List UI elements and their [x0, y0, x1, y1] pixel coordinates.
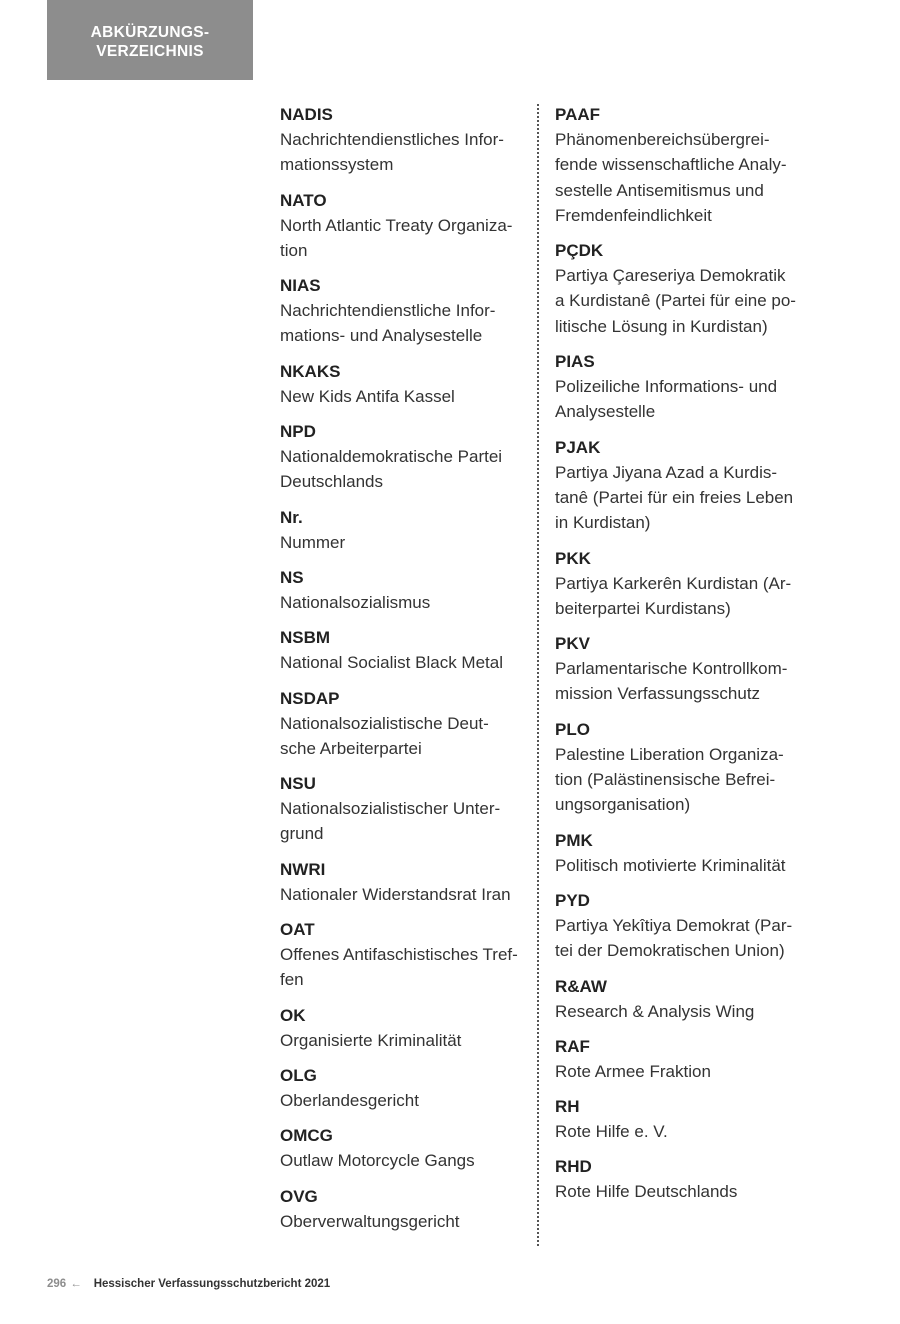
abbreviation-definition: Offenes Antifaschistisches Tref- fen: [280, 945, 518, 990]
abbreviation-term: NWRI: [280, 859, 326, 879]
abbreviation-definition: Nationalsozialistischer Unter- grund: [280, 799, 501, 844]
abbreviation-term: NIAS: [280, 276, 321, 296]
abbreviation-definition: Research & Analysis Wing: [555, 1001, 755, 1021]
abbreviation-entry: [555, 546, 805, 622]
abbreviation-term: NSU: [280, 774, 316, 794]
abbreviation-definition: North Atlantic Treaty Organiza- tion: [280, 215, 513, 260]
abbreviation-entry: [280, 565, 528, 615]
abbreviation-definition: Phänomenbereichsübergrei- fende wissenschaftliche Analy- sestelle Antisemitismus und Fremdenfeindlichkeit: [555, 130, 787, 225]
abbreviation-term: PKV: [555, 634, 590, 654]
abbreviation-definition: Politisch motivierte Kriminalität: [555, 855, 786, 875]
section-header-tab: [47, 0, 253, 80]
abbreviation-term: PLO: [555, 719, 590, 739]
abbreviation-entry: [280, 1123, 528, 1173]
abbreviation-term: NSBM: [280, 628, 331, 648]
abbreviation-term: NATO: [280, 190, 327, 210]
abbreviation-entry: [280, 188, 528, 264]
abbreviation-definition: Partiya Yekîtiya Demokrat (Par- tei der Demokratischen Union): [555, 915, 793, 961]
page-number: 296: [47, 1278, 67, 1290]
section-title-line-2: VERZEICHNIS: [96, 43, 204, 60]
abbreviation-definition: Nationalsozialismus: [280, 592, 431, 612]
abbreviation-definition: Rote Hilfe e. V.: [555, 1122, 668, 1142]
abbreviation-entry: [280, 1003, 528, 1053]
abbreviation-entry: [555, 717, 805, 818]
abbreviation-entry: [555, 102, 805, 228]
abbreviation-term: PAAF: [555, 105, 601, 124]
abbreviation-term: PYD: [555, 890, 590, 910]
abbreviation-term: PJAK: [555, 437, 601, 457]
abbreviation-definition: Oberverwaltungsgericht: [280, 1211, 460, 1231]
abbreviation-definition: Partiya Jiyana Azad a Kurdis- tanê (Partei für ein freies Leben in Kurdistan): [555, 462, 794, 533]
abbreviation-definition: Parlamentarische Kontrollkom- mission Verfassungsschutz: [555, 659, 788, 704]
abbreviation-term: NPD: [280, 422, 316, 442]
abbreviation-definition: Palestine Liberation Organiza- tion (Palästinensische Befrei- ungsorganisation): [555, 744, 784, 815]
abbreviation-entry: [280, 771, 528, 847]
abbreviation-entry: [555, 238, 805, 339]
abbreviation-entry: [280, 857, 528, 907]
abbreviation-definition: Nachrichtendienstliche Infor- mations- und Analysestelle: [280, 301, 496, 346]
abbreviation-entry: [555, 1034, 805, 1084]
abbreviation-definition: Nationaldemokratische Partei Deutschlands: [280, 447, 503, 492]
left-column: [280, 102, 528, 1244]
abbreviation-entry: [280, 102, 528, 178]
abbreviation-definition: Outlaw Motorcycle Gangs: [280, 1151, 475, 1171]
abbreviation-term: NSDAP: [280, 688, 340, 708]
abbreviation-definition: Nummer: [280, 532, 346, 552]
abbreviation-definition: National Socialist Black Metal: [280, 653, 503, 673]
abbreviation-entry: [280, 625, 528, 675]
abbreviation-term: RHD: [555, 1157, 592, 1177]
abbreviation-term: OAT: [280, 920, 315, 940]
abbreviation-entry: [280, 273, 528, 349]
abbreviation-entry: [555, 435, 805, 536]
abbreviation-entry: [555, 1094, 805, 1144]
abbreviation-term: RAF: [555, 1036, 590, 1056]
abbreviation-definition: Partiya Karkerên Kurdistan (Ar- beiterpartei Kurdistans): [555, 573, 792, 618]
abbreviation-entry: [280, 359, 528, 409]
column-divider: [537, 104, 539, 1246]
abbreviation-definition: Rote Hilfe Deutschlands: [555, 1182, 738, 1202]
abbreviation-definition: Partiya Çareseriya Demokratik a Kurdistanê (Partei für eine po- litische Lösung in Kurdistan): [555, 266, 796, 336]
right-column: [555, 102, 805, 1215]
footer-title: Hessischer Verfassungsschutzbericht 2021: [93, 1278, 331, 1290]
abbreviation-entry: [555, 631, 805, 707]
abbreviation-definition: Nachrichtendienstliches Infor- mationssystem: [280, 130, 504, 175]
abbreviation-entry: [555, 828, 805, 878]
abbreviation-entry: [280, 419, 528, 495]
back-arrow-icon[interactable]: ←: [70, 1278, 82, 1290]
abbreviation-term: NADIS: [280, 105, 333, 124]
abbreviation-definition: Polizeiliche Informations- und Analysestelle: [555, 377, 778, 422]
abbreviation-entry: [280, 917, 528, 993]
abbreviation-term: OMCG: [280, 1126, 333, 1146]
abbreviation-entry: [280, 686, 528, 762]
abbreviation-entry: [555, 1154, 805, 1204]
section-title-line-1: ABKÜRZUNGS-: [90, 24, 210, 41]
abbreviation-term: NS: [280, 567, 304, 587]
abbreviation-entry: [555, 888, 805, 964]
abbreviation-term: PMK: [555, 830, 593, 850]
abbreviation-definition: Oberlandesgericht: [280, 1090, 419, 1110]
abbreviation-term: NKAKS: [280, 361, 341, 381]
abbreviation-definition: New Kids Antifa Kassel: [280, 386, 455, 406]
abbreviation-term: OLG: [280, 1065, 317, 1085]
abbreviation-term: RH: [555, 1097, 580, 1117]
abbreviation-term: PÇDK: [555, 241, 604, 261]
abbreviation-entry: [280, 505, 528, 555]
abbreviation-definition: Nationaler Widerstandsrat Iran: [280, 884, 511, 904]
page-footer: [47, 1278, 330, 1290]
abbreviation-entry: [555, 974, 805, 1024]
abbreviation-term: OK: [280, 1005, 306, 1025]
abbreviation-entry: [555, 349, 805, 425]
abbreviation-term: PIAS: [555, 352, 595, 372]
abbreviation-term: Nr.: [280, 507, 303, 527]
abbreviation-term: PKK: [555, 548, 591, 568]
abbreviation-definition: Nationalsozialistische Deut- sche Arbeiterpartei: [280, 713, 489, 758]
abbreviation-term: OVG: [280, 1186, 318, 1206]
abbreviation-definition: Organisierte Kriminalität: [280, 1030, 462, 1050]
abbreviation-definition: Rote Armee Fraktion: [555, 1061, 711, 1081]
abbreviation-entry: [280, 1184, 528, 1234]
abbreviation-term: R&AW: [555, 976, 607, 996]
abbreviation-entry: [280, 1063, 528, 1113]
